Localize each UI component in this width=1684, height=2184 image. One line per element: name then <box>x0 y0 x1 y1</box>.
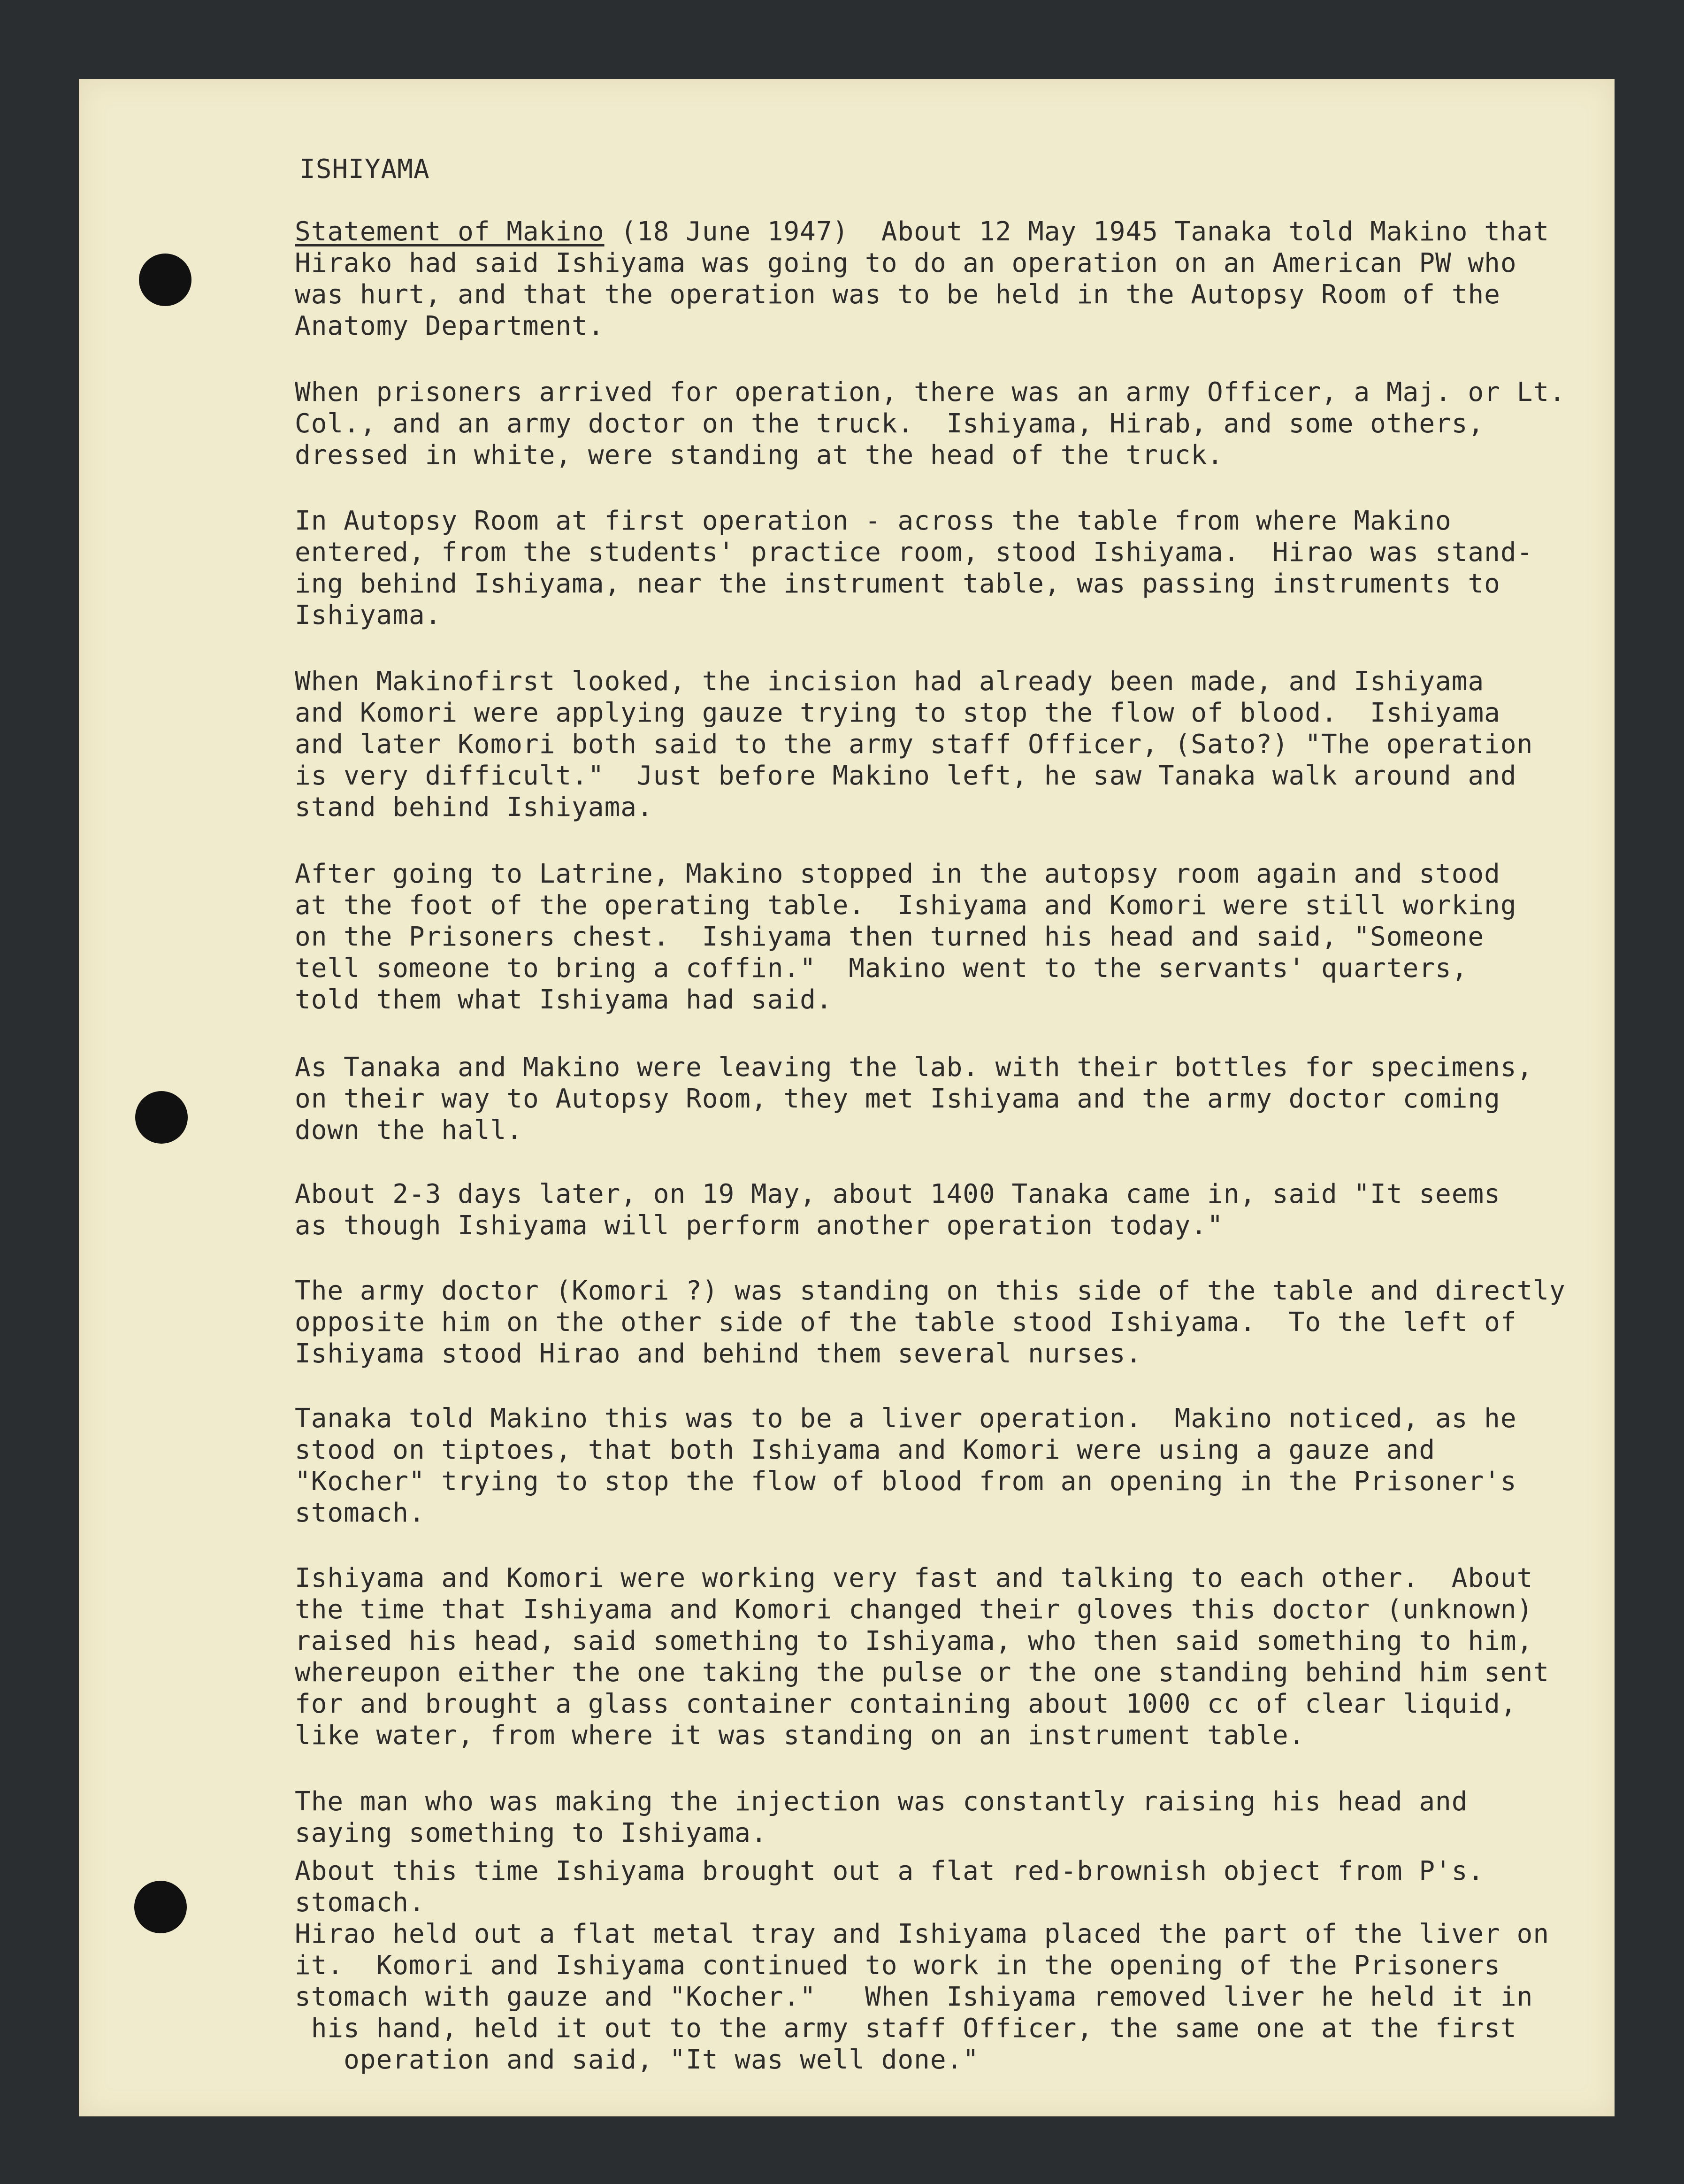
paragraph-1 <box>295 216 1549 342</box>
paragraph-7: About 2-3 days later, on 19 May, about 1400 Tanaka came in, said "It seems as though Ishiyama will perform another operation today." <box>295 1179 1500 1241</box>
paragraph-5: After going to Latrine, Makino stopped in the autopsy room again and stood at the foot of the operating table. Ishiyama and Komori were still working on the Prisoners chest. Ishiyama then turned his head and said, "Someone tell someone to bring a coffin." Makino went to the servants' quarters, told them what Ishiyama had said. <box>295 859 1517 1015</box>
paragraph-9: Tanaka told Makino this was to be a liver operation. Makino noticed, as he stood on tiptoes, that both Ishiyama and Komori were using a gauze and "Kocher" trying to stop the flow of blood from an opening in the Prisoner's stomach. <box>295 1403 1517 1528</box>
paragraph-3: In Autopsy Room at first operation - across the table from where Makino entered, from the students' practice room, stood Ishiyama. Hirao was stand- ing behind Ishiyama, near the instrument table, was passing instruments to Ishiyama. <box>295 506 1533 631</box>
document-page <box>79 79 1615 2116</box>
paragraph-6: As Tanaka and Makino were leaving the lab. with their bottles for specimens, on their way to Autopsy Room, they met Ishiyama and the army doctor coming down the hall. <box>295 1052 1533 1146</box>
punch-hole-top <box>139 254 191 306</box>
document-heading: ISHIYAMA <box>299 154 430 185</box>
paragraph-8: The army doctor (Komori ?) was standing on this side of the table and directly opposite him on the other side of the table stood Ishiyama. To the left of Ishiyama stood Hirao and behind them several nurses. <box>295 1276 1566 1369</box>
punch-hole-bottom <box>134 1881 187 1933</box>
punch-hole-middle <box>135 1091 188 1144</box>
paragraph-text: (18 June 1947) About 12 May 1945 Tanaka told Makino that Hirako had said Ishiyama was going to do an operation on an American PW who was hurt, and that the operation was to be held in the Autopsy Room of the Anatomy Department. <box>295 216 1550 341</box>
paragraph-4: When Makinofirst looked, the incision had already been made, and Ishiyama and Komori were applying gauze trying to stop the flow of blood. Ishiyama and later Komori both said to the army staff Officer, (Sato?) "The operation is very difficult." Just before Makino left, he saw Tanaka walk around and stand behind Ishiyama. <box>295 666 1533 823</box>
paragraph-lead: Statement of Makino <box>295 216 605 247</box>
paragraph-12: About this time Ishiyama brought out a flat red-brownish object from P's. stomach. Hirao held out a flat metal tray and Ishiyama placed the part of the liver on it. Komori and Ishiyama continued to work in the opening of the Prisoners stomach with gauze and "Kocher." When Ishiyama removed liver he held it in his hand, held it out to the army staff Officer, the same one at the first operation and said, "It was well done." <box>295 1856 1550 2075</box>
paragraph-2: When prisoners arrived for operation, there was an army Officer, a Maj. or Lt. Col., and an army doctor on the truck. Ishiyama, Hirab, and some others, dressed in white, were standing at the head of the truck. <box>295 377 1566 470</box>
paragraph-10: Ishiyama and Komori were working very fast and talking to each other. About the time that Ishiyama and Komori changed their gloves this doctor (unknown) raised his head, said something to Ishiyama, who then said something to him, whereupon either the one taking the pulse or the one standing behind him sent for and brought a glass container containing about 1000 cc of clear liquid, like water, from where it was standing on an instrument table. <box>295 1563 1550 1751</box>
paragraph-11: The man who was making the injection was constantly raising his head and saying something to Ishiyama. <box>295 1786 1468 1848</box>
